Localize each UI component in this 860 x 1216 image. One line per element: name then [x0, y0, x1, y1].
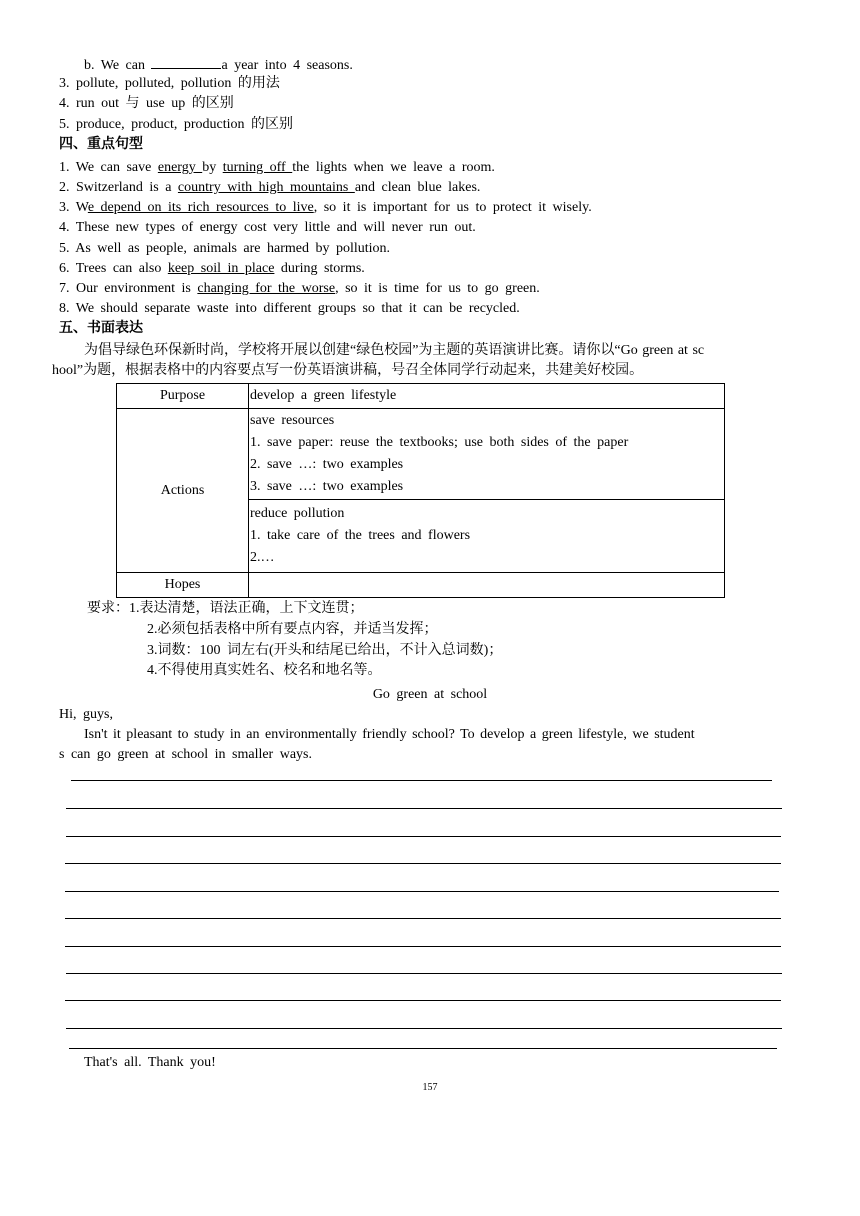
- essay-greeting: Hi, guys,: [59, 707, 113, 722]
- hopes-value: [249, 573, 725, 598]
- vocab-item-4: 4. run out 与 use up 的区别: [59, 96, 234, 111]
- answer-blank[interactable]: [151, 55, 221, 69]
- task-intro-line-1: 为倡导绿色环保新时尚，学校将开展以创建“绿色校园”为主题的英语演讲比赛。请你以“Go green at sc: [84, 343, 705, 358]
- requirement-1: 要求：1.表达清楚，语法正确，上下文连贯；: [87, 601, 364, 616]
- writing-line[interactable]: [69, 1048, 777, 1049]
- section-heading-writing: 五、书面表达: [59, 321, 143, 336]
- sentence-4: 4. These new types of energy cost very little and will never run out.: [59, 220, 476, 235]
- essay-opening-line-2: s can go green at school in smaller ways.: [59, 747, 312, 762]
- task-intro-line-2: hool”为题，根据表格中的内容要点写一份英语演讲稿，号召全体同学行动起来，共建美好校园。: [52, 363, 644, 378]
- writing-line[interactable]: [66, 836, 781, 837]
- table-row-hopes: [117, 573, 725, 598]
- sentence-1: 1. We can save energy by turning off the lights when we leave a room.: [59, 160, 495, 175]
- sentence-5: 5. As well as people, animals are harmed by pollution.: [59, 241, 391, 256]
- hopes-label: Hopes: [117, 573, 249, 598]
- reduce-pollution-cell: [249, 500, 725, 573]
- writing-line[interactable]: [65, 918, 781, 919]
- writing-line[interactable]: [71, 780, 772, 781]
- requirement-4: 4.不得使用真实姓名、校名和地名等。: [147, 663, 382, 678]
- table-row-purpose: [117, 384, 725, 409]
- vocab-item-b: b. We can a year into 4 seasons.: [84, 55, 353, 75]
- vocab-item-5: 5. produce, product, production 的区别: [59, 117, 294, 132]
- writing-line[interactable]: [65, 863, 781, 864]
- writing-line[interactable]: [65, 891, 779, 892]
- table-row-actions-save: [117, 409, 725, 500]
- essay-closing: That's all. Thank you!: [84, 1055, 216, 1070]
- essay-opening-line-1: Isn't it pleasant to study in an environmentally friendly school? To develop a green lifestyle, we student: [84, 727, 695, 742]
- sentence-2: 2. Switzerland is a country with high mountains and clean blue lakes.: [59, 180, 481, 195]
- sentence-8: 8. We should separate waste into different groups so that it can be recycled.: [59, 301, 520, 316]
- reduce-item-1: 1. take care of the trees and flowers: [250, 528, 471, 543]
- sentence-7: 7. Our environment is changing for the worse, so it is time for us to go green.: [59, 281, 540, 296]
- requirement-2: 2.必须包括表格中所有要点内容，并适当发挥；: [147, 622, 438, 637]
- actions-label: Actions: [117, 409, 249, 573]
- sentence-6: 6. Trees can also keep soil in place during storms.: [59, 261, 365, 276]
- vocab-item-3: 3. pollute, polluted, pollution 的用法: [59, 76, 280, 91]
- save-resources-heading: save resources: [250, 413, 335, 428]
- essay-title: Go green at school: [372, 687, 488, 702]
- save-item-1: 1. save paper: reuse the textbooks; use both sides of the paper: [250, 435, 629, 450]
- save-resources-cell: [249, 409, 725, 500]
- purpose-value: develop a green lifestyle: [249, 384, 725, 409]
- requirement-3: 3.词数：100 词左右(开头和结尾已给出，不计入总词数)；: [147, 643, 503, 658]
- writing-line[interactable]: [65, 946, 781, 947]
- writing-line[interactable]: [66, 973, 782, 974]
- page-number: 157: [422, 1082, 438, 1093]
- outline-table: [116, 383, 725, 598]
- save-item-3: 3. save …: two examples: [250, 479, 404, 494]
- writing-line[interactable]: [66, 808, 782, 809]
- section-heading-key-sentences: 四、重点句型: [59, 137, 143, 152]
- writing-line[interactable]: [66, 1028, 782, 1029]
- sentence-3: 3. We depend on its rich resources to live, so it is important for us to protect it wisely.: [59, 200, 592, 215]
- reduce-pollution-heading: reduce pollution: [250, 506, 345, 521]
- writing-line[interactable]: [65, 1000, 781, 1001]
- purpose-label: Purpose: [117, 384, 249, 409]
- reduce-item-2: 2.…: [250, 550, 275, 565]
- save-item-2: 2. save …: two examples: [250, 457, 404, 472]
